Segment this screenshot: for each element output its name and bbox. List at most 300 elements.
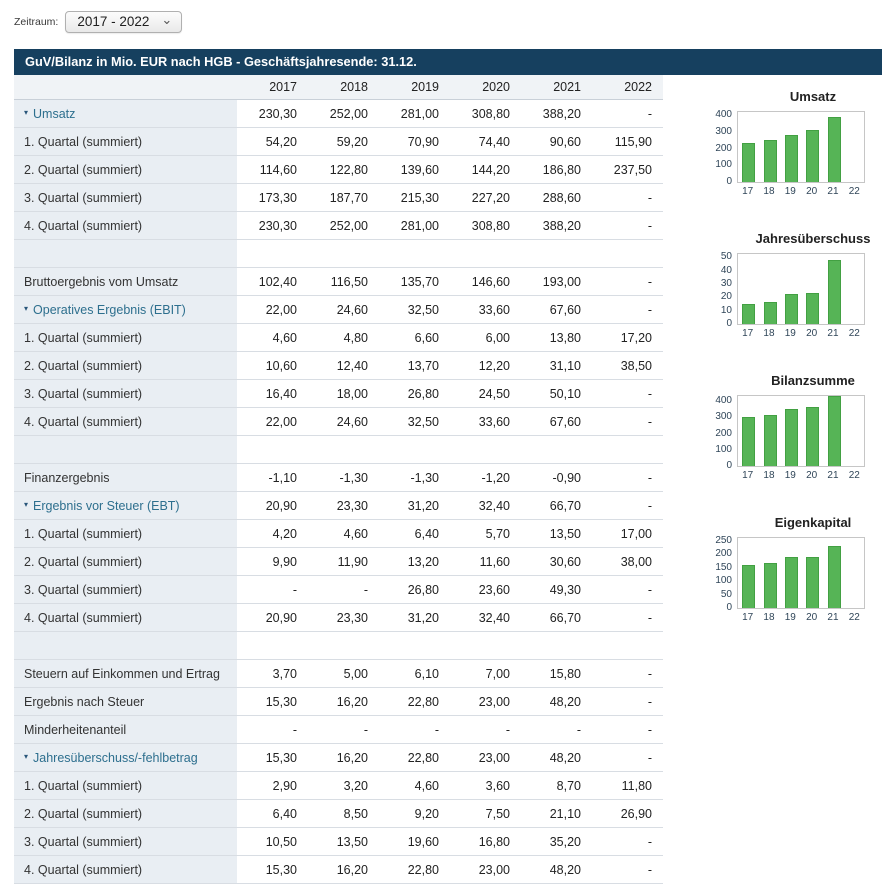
bar — [785, 557, 798, 608]
cell-value: 281,00 — [379, 212, 450, 239]
y-axis-tick-label: 100 — [715, 443, 732, 455]
y-axis-tick-label: 50 — [720, 588, 732, 600]
cell-value: 20,90 — [237, 492, 308, 519]
bar — [806, 130, 819, 182]
cell-value: - — [592, 212, 663, 239]
row-label — [14, 268, 237, 295]
x-axis-labels — [737, 470, 865, 481]
zeitraum-label: Zeitraum: — [14, 16, 59, 28]
cell-value: - — [592, 828, 663, 855]
table-row — [14, 100, 663, 128]
cell-value: -1,10 — [237, 464, 308, 491]
cell-value: 17,20 — [592, 324, 663, 351]
cell-value: 31,20 — [379, 492, 450, 519]
row-label-text: Ergebnis nach Steuer — [24, 694, 145, 709]
y-axis-tick-label: 100 — [715, 575, 732, 587]
cell-value: 15,80 — [521, 660, 592, 687]
row-label-text: 1. Quartal (summiert) — [24, 330, 143, 345]
cell-value: 11,80 — [592, 772, 663, 799]
row-label — [14, 800, 237, 827]
row-label-text: Operatives Ergebnis (EBIT) — [33, 302, 186, 317]
chart-1 — [701, 89, 896, 197]
cell-value — [379, 436, 450, 463]
cell-value: - — [308, 716, 379, 743]
cell-value: 26,80 — [379, 576, 450, 603]
cell-value: 15,30 — [237, 856, 308, 883]
cell-value: - — [592, 380, 663, 407]
table-row — [14, 212, 663, 240]
cell-value: 59,20 — [308, 128, 379, 155]
collapse-triangle-icon: ▾ — [24, 500, 29, 509]
x-axis-tick-label: 19 — [784, 328, 796, 339]
cell-value: 4,60 — [379, 772, 450, 799]
row-label-text: 1. Quartal (summiert) — [24, 134, 143, 149]
bar — [742, 417, 755, 466]
cell-value — [308, 436, 379, 463]
row-label — [14, 604, 237, 631]
cell-value: 48,20 — [521, 856, 592, 883]
row-label — [14, 660, 237, 687]
row-label-text: 4. Quartal (summiert) — [24, 610, 143, 625]
x-axis-tick-label: 21 — [827, 328, 839, 339]
table-row — [14, 408, 663, 436]
x-axis-tick-label: 18 — [763, 470, 775, 481]
cell-value: 16,40 — [237, 380, 308, 407]
table-row — [14, 660, 663, 688]
bar — [785, 409, 798, 466]
cell-value — [592, 240, 663, 267]
row-label-text: Jahresüberschuss/-fehlbetrag — [33, 750, 198, 765]
table-row — [14, 436, 663, 464]
cell-value: 6,60 — [379, 324, 450, 351]
year-column-header: 2018 — [340, 80, 368, 94]
y-axis-tick-label: 100 — [715, 159, 732, 171]
table-row — [14, 688, 663, 716]
cell-value: 193,00 — [521, 268, 592, 295]
year-column-header: 2020 — [482, 80, 510, 94]
row-label-text: 1. Quartal (summiert) — [24, 778, 143, 793]
cell-value: 24,60 — [308, 408, 379, 435]
chart-title: Eigenkapital — [774, 515, 852, 530]
cell-value: 135,70 — [379, 268, 450, 295]
financial-table — [14, 75, 663, 884]
cell-value: 50,10 — [521, 380, 592, 407]
cell-value: 230,30 — [237, 212, 308, 239]
cell-value: 16,20 — [308, 744, 379, 771]
table-row — [14, 576, 663, 604]
bar — [806, 293, 819, 324]
row-label-expandable[interactable] — [14, 296, 237, 323]
table-row — [14, 324, 663, 352]
x-axis-tick-label: 20 — [806, 612, 818, 623]
cell-value: 22,80 — [379, 744, 450, 771]
x-axis-tick-label: 18 — [763, 328, 775, 339]
cell-value: 22,00 — [237, 296, 308, 323]
cell-value: 4,60 — [308, 520, 379, 547]
row-label-text: Minderheitenanteil — [24, 722, 127, 737]
x-axis-tick-label: 22 — [848, 328, 860, 339]
row-label-expandable[interactable] — [14, 492, 237, 519]
bar — [764, 302, 777, 324]
y-axis-tick-label: 400 — [715, 109, 732, 121]
row-label — [14, 128, 237, 155]
cell-value: 32,50 — [379, 296, 450, 323]
table-row — [14, 380, 663, 408]
row-label — [14, 436, 237, 463]
cell-value: 13,50 — [308, 828, 379, 855]
chart-4 — [701, 515, 896, 623]
collapse-triangle-icon: ▾ — [24, 304, 29, 313]
cell-value — [521, 240, 592, 267]
table-row — [14, 352, 663, 380]
cell-value: - — [592, 660, 663, 687]
cell-value: 13,50 — [521, 520, 592, 547]
x-axis-tick-label: 17 — [742, 612, 754, 623]
cell-value: 6,40 — [237, 800, 308, 827]
x-axis-labels — [737, 186, 865, 197]
cell-value: 23,00 — [450, 688, 521, 715]
y-axis-tick-label: 300 — [715, 125, 732, 137]
cell-value: - — [237, 576, 308, 603]
cell-value: 6,10 — [379, 660, 450, 687]
chart-title: Jahresüberschuss — [755, 231, 871, 246]
cell-value: 30,60 — [521, 548, 592, 575]
cell-value: 8,50 — [308, 800, 379, 827]
bar — [742, 565, 755, 608]
y-axis-tick-label: 20 — [720, 291, 732, 303]
cell-value: 22,00 — [237, 408, 308, 435]
cell-value: 54,20 — [237, 128, 308, 155]
filter-bar — [0, 0, 896, 43]
collapse-triangle-icon: ▾ — [24, 752, 29, 761]
cell-value: 74,40 — [450, 128, 521, 155]
x-axis-tick-label: 19 — [784, 612, 796, 623]
cell-value — [521, 632, 592, 659]
cell-value: 116,50 — [308, 268, 379, 295]
x-axis-tick-label: 19 — [784, 470, 796, 481]
cell-value: 21,10 — [521, 800, 592, 827]
row-label-text: 2. Quartal (summiert) — [24, 358, 143, 373]
cell-value: 24,50 — [450, 380, 521, 407]
chart-plot-area — [737, 253, 865, 325]
cell-value: - — [592, 604, 663, 631]
cell-value: - — [592, 744, 663, 771]
cell-value — [450, 240, 521, 267]
cell-value: 13,20 — [379, 548, 450, 575]
cell-value: 49,30 — [521, 576, 592, 603]
x-axis-tick-label: 20 — [806, 186, 818, 197]
y-axis-tick-label: 40 — [720, 264, 732, 276]
cell-value: 230,30 — [237, 100, 308, 127]
cell-value: 16,80 — [450, 828, 521, 855]
cell-value — [237, 436, 308, 463]
cell-value: 10,50 — [237, 828, 308, 855]
y-axis-tick-label: 200 — [715, 142, 732, 154]
cell-value: 252,00 — [308, 100, 379, 127]
cell-value: -0,90 — [521, 464, 592, 491]
chart-2 — [701, 231, 896, 339]
x-axis-tick-label: 21 — [827, 186, 839, 197]
x-axis-tick-label: 17 — [742, 470, 754, 481]
cell-value — [592, 436, 663, 463]
row-label-text: 2. Quartal (summiert) — [24, 554, 143, 569]
cell-value: - — [592, 576, 663, 603]
table-row — [14, 632, 663, 660]
bar — [828, 260, 841, 324]
row-label — [14, 352, 237, 379]
cell-value — [592, 632, 663, 659]
cell-value — [308, 240, 379, 267]
cell-value: 26,80 — [379, 380, 450, 407]
cell-value: 67,60 — [521, 408, 592, 435]
row-label-text: 3. Quartal (summiert) — [24, 582, 143, 597]
row-label — [14, 184, 237, 211]
cell-value: 7,50 — [450, 800, 521, 827]
cell-value: - — [592, 296, 663, 323]
cell-value: -1,30 — [379, 464, 450, 491]
bar — [764, 140, 777, 182]
collapse-triangle-icon: ▾ — [24, 108, 29, 117]
table-row — [14, 128, 663, 156]
table-row — [14, 520, 663, 548]
row-label-text: Steuern auf Einkommen und Ertrag — [24, 666, 220, 681]
cell-value — [308, 632, 379, 659]
bar — [828, 396, 841, 466]
cell-value — [237, 240, 308, 267]
cell-value: - — [379, 716, 450, 743]
year-column-header: 2019 — [411, 80, 439, 94]
chart-title: Bilanzsumme — [771, 373, 855, 388]
row-label — [14, 212, 237, 239]
cell-value: 66,70 — [521, 604, 592, 631]
cell-value: - — [592, 716, 663, 743]
cell-value: 31,10 — [521, 352, 592, 379]
cell-value: 8,70 — [521, 772, 592, 799]
cell-value: 66,70 — [521, 492, 592, 519]
y-axis-tick-label: 200 — [715, 548, 732, 560]
row-label — [14, 828, 237, 855]
chart-plot-area — [737, 537, 865, 609]
bar — [785, 135, 798, 182]
cell-value: 23,00 — [450, 744, 521, 771]
row-label — [14, 324, 237, 351]
table-row — [14, 744, 663, 772]
y-axis-tick-label: 0 — [726, 602, 732, 613]
cell-value: - — [521, 716, 592, 743]
cell-value: 4,60 — [237, 324, 308, 351]
cell-value: 23,30 — [308, 604, 379, 631]
row-label — [14, 380, 237, 407]
bar — [806, 407, 819, 466]
cell-value — [379, 632, 450, 659]
table-row — [14, 828, 663, 856]
cell-value: 237,50 — [592, 156, 663, 183]
cell-value: 19,60 — [379, 828, 450, 855]
cell-value: 115,90 — [592, 128, 663, 155]
bar — [806, 557, 819, 608]
content — [14, 75, 896, 884]
y-axis-tick-label: 0 — [726, 460, 732, 471]
cell-value: 13,80 — [521, 324, 592, 351]
x-axis-tick-label: 22 — [848, 470, 860, 481]
x-axis-tick-label: 20 — [806, 470, 818, 481]
x-axis-tick-label: 21 — [827, 470, 839, 481]
cell-value: 3,60 — [450, 772, 521, 799]
cell-value: 38,50 — [592, 352, 663, 379]
cell-value: - — [592, 408, 663, 435]
bar — [828, 117, 841, 182]
x-axis-tick-label: 18 — [763, 612, 775, 623]
chart-plot-area — [737, 111, 865, 183]
x-axis-labels — [737, 328, 865, 339]
cell-value: 48,20 — [521, 744, 592, 771]
x-axis-tick-label: 17 — [742, 186, 754, 197]
row-label-text: 2. Quartal (summiert) — [24, 162, 143, 177]
section-title: GuV/Bilanz in Mio. EUR nach HGB - Geschäftsjahresende: 31.12. — [25, 54, 417, 69]
x-axis-tick-label: 18 — [763, 186, 775, 197]
cell-value: 388,20 — [521, 212, 592, 239]
cell-value: 288,60 — [521, 184, 592, 211]
chart-plot-wrap — [715, 395, 865, 481]
cell-value: - — [308, 576, 379, 603]
y-axis-tick-label: 300 — [715, 411, 732, 423]
table-row — [14, 464, 663, 492]
x-axis-tick-label: 20 — [806, 328, 818, 339]
table-row — [14, 268, 663, 296]
cell-value: 70,90 — [379, 128, 450, 155]
row-label — [14, 464, 237, 491]
cell-value: 308,80 — [450, 212, 521, 239]
table-row — [14, 548, 663, 576]
cell-value: 32,50 — [379, 408, 450, 435]
table-row — [14, 492, 663, 520]
table-row — [14, 856, 663, 884]
cell-value: 23,00 — [450, 856, 521, 883]
row-label-text: Finanzergebnis — [24, 470, 110, 485]
cell-value: 186,80 — [521, 156, 592, 183]
cell-value: 3,70 — [237, 660, 308, 687]
row-label-text: 4. Quartal (summiert) — [24, 218, 143, 233]
cell-value: 12,20 — [450, 352, 521, 379]
row-label — [14, 408, 237, 435]
cell-value: 38,00 — [592, 548, 663, 575]
cell-value: 23,30 — [308, 492, 379, 519]
cell-value: 173,30 — [237, 184, 308, 211]
row-label-header — [14, 75, 237, 99]
cell-value: 102,40 — [237, 268, 308, 295]
row-label — [14, 716, 237, 743]
table-row — [14, 156, 663, 184]
x-axis-tick-label: 19 — [784, 186, 796, 197]
bar — [764, 563, 777, 608]
table-header-row — [14, 75, 663, 100]
row-label-text: 3. Quartal (summiert) — [24, 190, 143, 205]
x-axis-tick-label: 17 — [742, 328, 754, 339]
table-row — [14, 604, 663, 632]
bar — [764, 415, 777, 466]
table-row — [14, 240, 663, 268]
cell-value: 4,80 — [308, 324, 379, 351]
mini-charts-column — [701, 75, 896, 884]
table-row — [14, 296, 663, 324]
cell-value: 32,40 — [450, 604, 521, 631]
cell-value: 32,40 — [450, 492, 521, 519]
cell-value: - — [592, 268, 663, 295]
cell-value: 11,60 — [450, 548, 521, 575]
row-label-text: Umsatz — [33, 106, 76, 121]
row-label — [14, 632, 237, 659]
cell-value: 20,90 — [237, 604, 308, 631]
cell-value: 15,30 — [237, 688, 308, 715]
y-axis-tick-label: 200 — [715, 427, 732, 439]
cell-value: - — [592, 100, 663, 127]
cell-value: 139,60 — [379, 156, 450, 183]
cell-value: 5,00 — [308, 660, 379, 687]
cell-value: 144,20 — [450, 156, 521, 183]
chevron-down-icon: ⌄ — [161, 11, 173, 27]
row-label-text: Ergebnis vor Steuer (EBT) — [33, 498, 180, 513]
row-label — [14, 772, 237, 799]
chart-3 — [701, 373, 896, 481]
cell-value: 146,60 — [450, 268, 521, 295]
y-axis-tick-label: 150 — [715, 561, 732, 573]
cell-value: 3,20 — [308, 772, 379, 799]
cell-value: 252,00 — [308, 212, 379, 239]
bar — [742, 304, 755, 324]
row-label-expandable[interactable] — [14, 100, 237, 127]
cell-value: 11,90 — [308, 548, 379, 575]
cell-value: 22,80 — [379, 688, 450, 715]
row-label-text: 4. Quartal (summiert) — [24, 414, 143, 429]
cell-value: 26,90 — [592, 800, 663, 827]
row-label-text: 3. Quartal (summiert) — [24, 386, 143, 401]
cell-value: 17,00 — [592, 520, 663, 547]
cell-value: 4,20 — [237, 520, 308, 547]
table-row — [14, 800, 663, 828]
cell-value — [237, 632, 308, 659]
row-label-expandable[interactable] — [14, 744, 237, 771]
x-axis-tick-label: 21 — [827, 612, 839, 623]
row-label — [14, 856, 237, 883]
y-axis-tick-label: 30 — [720, 278, 732, 289]
cell-value: 12,40 — [308, 352, 379, 379]
y-axis-tick-label: 50 — [720, 251, 732, 263]
chart-plot-wrap — [715, 534, 865, 623]
year-column-header: 2021 — [553, 80, 581, 94]
row-label — [14, 548, 237, 575]
row-label-text: 3. Quartal (summiert) — [24, 834, 143, 849]
cell-value — [521, 436, 592, 463]
row-label — [14, 576, 237, 603]
cell-value: 6,00 — [450, 324, 521, 351]
cell-value: 33,60 — [450, 408, 521, 435]
cell-value: 16,20 — [308, 856, 379, 883]
cell-value: 48,20 — [521, 688, 592, 715]
row-label-text: 2. Quartal (summiert) — [24, 806, 143, 821]
cell-value: 22,80 — [379, 856, 450, 883]
y-axis-tick-label: 0 — [726, 176, 732, 187]
cell-value: 2,90 — [237, 772, 308, 799]
cell-value: 9,90 — [237, 548, 308, 575]
zeitraum-select[interactable] — [65, 11, 182, 33]
y-axis-tick-label: 0 — [726, 318, 732, 329]
table-row — [14, 772, 663, 800]
cell-value: -1,30 — [308, 464, 379, 491]
cell-value: -1,20 — [450, 464, 521, 491]
cell-value: - — [592, 688, 663, 715]
cell-value: 114,60 — [237, 156, 308, 183]
cell-value: 90,60 — [521, 128, 592, 155]
